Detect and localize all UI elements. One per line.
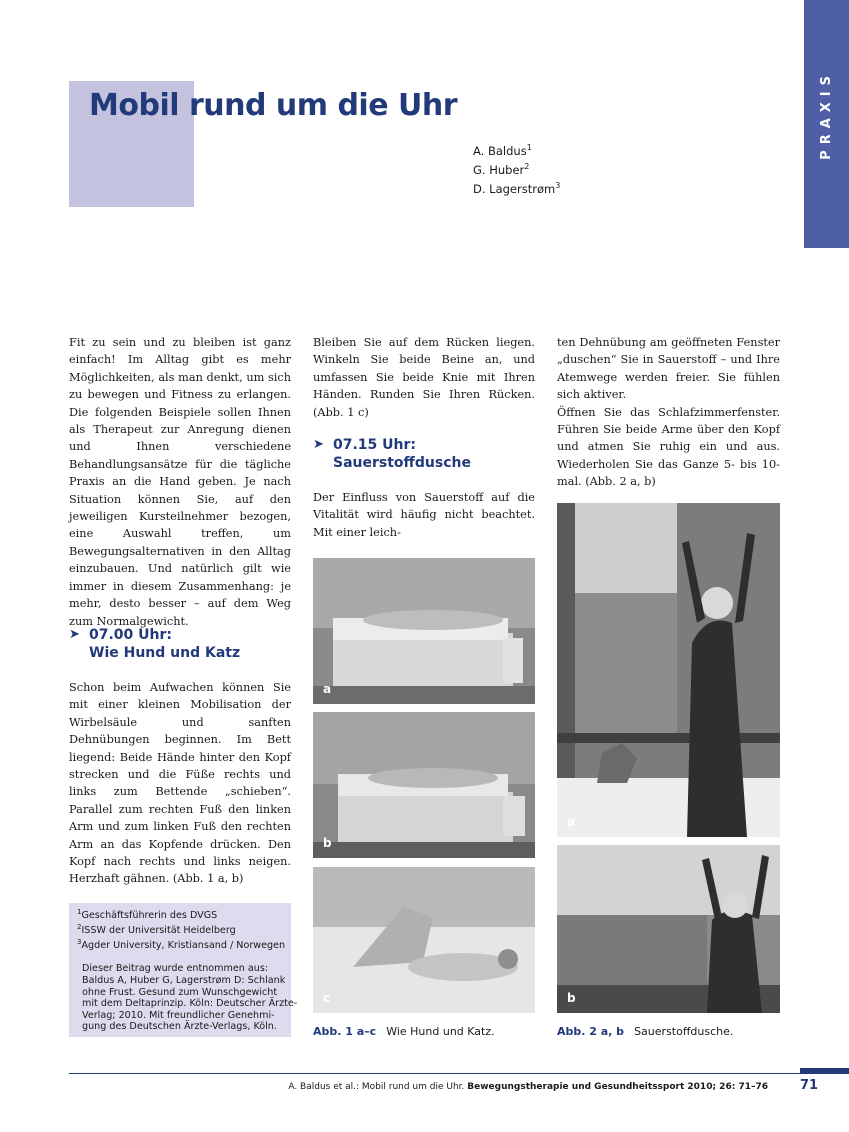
section-heading-time: 07.00 Uhr: — [89, 627, 172, 643]
section-heading-time: 07.15 Uhr: — [333, 437, 416, 453]
footer-journal: Bewegungstherapie und Gesundheitssport 2010; 26: 71–76 — [467, 1082, 768, 1092]
figure-1a-photo — [313, 558, 535, 704]
caption-text: Wie Hund und Katz. — [386, 1025, 495, 1038]
caption-label: Abb. 1 a–c — [313, 1025, 377, 1038]
footer-citation — [288, 1082, 768, 1092]
section-heading-0700 — [69, 626, 291, 662]
section-0700-paragraph: Schon beim Aufwachen können Sie mit einer kleinen Mobilisation der Wirbelsäule und sanften Dehnübungen beginnen. Im Bett liegend: Beide Hände hinter den Kopf strecken und die Füße rechts und links zum Bettende „schieben“. Parallel zum rechten Fuß den linken Arm und zum linken Fuß den rechten Arm an das Kopfende drücken. Den Kopf nach rechts und links neigen. Herzhaft gähnen. (Abb. 1 a, b) — [69, 681, 291, 886]
panel-label: b — [323, 836, 332, 850]
author: A. Baldus$^1$ — [473, 143, 532, 158]
figure-1c-photo — [313, 867, 535, 1013]
column-1 — [69, 334, 291, 630]
author: D. Lagerstrøm$^3$ — [473, 180, 561, 196]
panel-label: a — [567, 815, 576, 829]
section-0715-body — [313, 489, 535, 541]
figure-1b-photo — [313, 712, 535, 858]
footer-rule-accent — [800, 1068, 849, 1074]
arrow-right-icon: ➤ — [69, 627, 80, 642]
panel-label: a — [323, 682, 332, 696]
footer-rule — [69, 1073, 800, 1074]
column-2-top — [313, 334, 535, 421]
article-title: Mobil rund um die Uhr — [89, 88, 458, 123]
section-tab-label-wrap — [804, 30, 849, 230]
page-number: 71 — [800, 1078, 819, 1093]
caption-label: Abb. 2 a, b — [557, 1025, 625, 1038]
figure-2-caption — [557, 1025, 733, 1038]
author-list — [473, 140, 560, 196]
figure-2b-photo — [557, 845, 780, 1013]
author: G. Huber$^2$ — [473, 161, 530, 177]
section-heading-0715 — [313, 436, 535, 472]
footnote: $^2$ISSW der Universität Heidelberg — [77, 922, 236, 936]
panel-label: b — [567, 991, 576, 1005]
col3-paragraph: ten Dehnübung am geöffneten Fenster „duschen“ Sie in Sauerstoff – und Ihre Atemwege werden freier. Sie fühlen sich aktiver. — [557, 336, 780, 402]
figure-1-caption — [313, 1025, 495, 1038]
footer-citation-text: A. Baldus et al.: Mobil rund um die Uhr. — [288, 1082, 468, 1092]
intro-paragraph: Fit zu sein und zu bleiben ist ganz einfach! Im Alltag gibt es mehr Möglichkeiten, als man denkt, um sich zu bewegen und Fitness zu erlangen. Die folgenden Beispiele sollen Ihnen als Therapeut zur Anregung dienen und Ihnen verschiedene Behandlungsansätze für die tägliche Praxis an die Hand geben. Je nach Situation können Sie, auf den jeweiligen Kursteilnehmer bezogen, eine Auswahl treffen, um Bewegungsalternativen in den Alltag einzubauen. Und natürlich gilt wie immer in diesem Zusammenhang: je mehr, desto besser – auf dem Weg zum Normalgewicht. — [69, 336, 291, 628]
figure-2a-photo — [557, 503, 780, 837]
caption-text: Sauerstoffdusche. — [634, 1025, 734, 1038]
section-tab-label: PRAXIS — [819, 70, 834, 160]
col2-paragraph: Bleiben Sie auf dem Rücken liegen. Winkeln Sie beide Beine an, und umfassen Sie beide Knie mit Ihren Händen. Runden Sie Ihren Rücken. (Abb. 1 c) — [313, 336, 535, 419]
section-0700-body — [69, 679, 291, 888]
footnote: $^1$Geschäftsführerin des DVGS — [77, 908, 218, 922]
column-3 — [557, 334, 780, 491]
source-note: Dieser Beitrag wurde entnommen aus: Baldus A, Huber G, Lagerstrøm D: Schlank ohne Frust. Gesund zum Wunschgewicht mit dem Deltaprinzip. Köln: Deutscher Ärzte- Verlag; 2010. Mit freundlicher Genehmi- gung des Deutschen Ärzte-Verlags, Köln. — [82, 963, 298, 1033]
section-heading-title: Wie Hund und Katz — [89, 645, 241, 661]
section-heading-title: Sauerstoffdusche — [333, 455, 471, 471]
footnote: $^3$Agder University, Kristiansand / Norwegen — [77, 937, 286, 951]
footnote-box — [69, 903, 298, 1037]
section-0715-paragraph: Der Einfluss von Sauerstoff auf die Vitalität wird häufig nicht beachtet. Mit einer leich- — [313, 491, 535, 539]
panel-label: c — [323, 991, 331, 1005]
arrow-right-icon: ➤ — [313, 437, 324, 452]
section-tab — [804, 0, 849, 248]
col3-paragraph: Öffnen Sie das Schlafzimmerfenster. Führen Sie beide Arme über den Kopf und atmen Sie ruhig ein und aus. Wiederholen Sie das Ganze 5- bis 10-mal. (Abb. 2 a, b) — [557, 405, 780, 489]
